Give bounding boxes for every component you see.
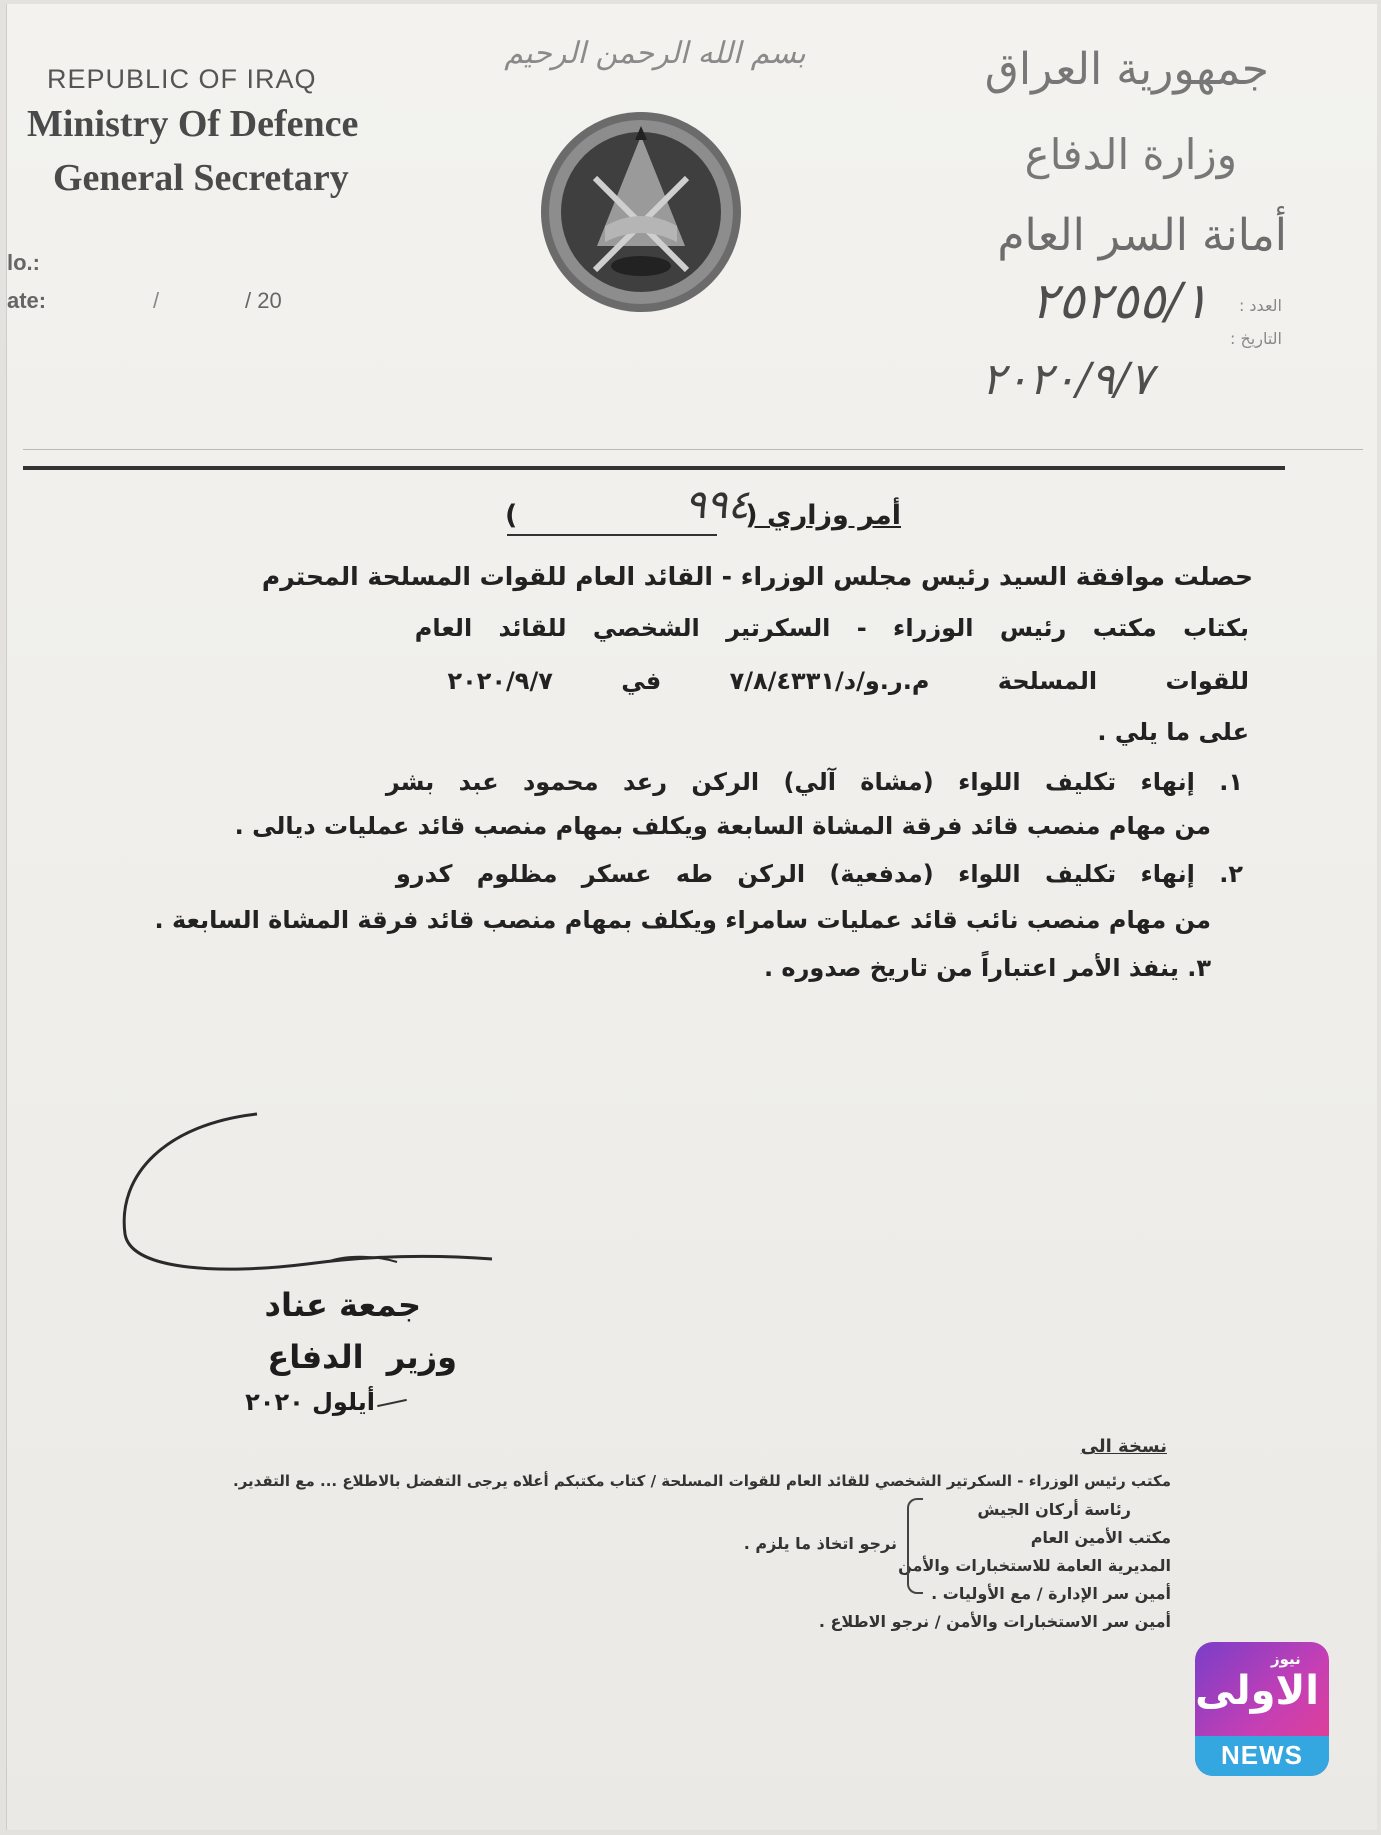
header-en-date-sep2: / 20 — [245, 288, 282, 313]
basmala: بسم الله الرحمن الرحيم — [504, 36, 806, 71]
order-item-2-line-2: من مهام منصب نائب قائد عمليات سامراء ويكلف بمهام منصب قائد فرقة المشاة السابعة . — [154, 906, 1211, 934]
header-ar-date-value: ٢٠٢٠/٩/٧ — [981, 354, 1153, 405]
header-ar-secretariat: أمانة السر العام — [997, 210, 1287, 261]
copies-brace — [907, 1498, 923, 1594]
logo-brand-small: نيوز — [1271, 1650, 1301, 1668]
order-item-1-line-1: ١. إنهاء تكليف اللواء (مشاة آلي) الركن رعد محمود عبد بشر — [385, 768, 1243, 796]
signatory-name: جمعة عناد — [264, 1286, 421, 1324]
handwritten-signature — [107, 1104, 507, 1284]
order-number-underline — [507, 534, 717, 536]
copy-recipient-4: المديرية العامة للاستخبارات والأمن — [898, 1556, 1171, 1575]
copies-heading: نسخة الى — [1080, 1436, 1167, 1457]
header-ar-number-value: ٢٥٢٥٥/١ — [1031, 272, 1209, 330]
signatory-title: وزير الدفاع — [267, 1338, 457, 1376]
body-paragraph-1: حصلت موافقة السيد رئيس مجلس الوزراء - القائد العام للقوات المسلحة المحترم — [261, 562, 1253, 591]
copy-group-note: نرجو اتخاذ ما يلزم . — [743, 1534, 897, 1553]
copy-recipient-1: مكتب رئيس الوزراء - السكرتير الشخصي للقائد العام للقوات المسلحة / كتاب مكتبكم أعلاه يرجى التفضل بالاطلاع ... مع التقدير. — [233, 1472, 1171, 1490]
ministry-emblem — [535, 106, 747, 318]
document-page — [6, 4, 1377, 1830]
header-en-secretary: General Secretary — [53, 157, 349, 199]
order-item-1-line-2: من مهام منصب قائد فرقة المشاة السابعة ويكلف بمهام منصب قائد عمليات ديالى . — [234, 812, 1211, 840]
signature-date: أيلول ٢٠٢٠ — [245, 1388, 375, 1416]
news-logo-watermark — [1195, 1642, 1329, 1776]
top-divider-thin — [23, 449, 1363, 450]
order-item-3: ٣. ينفذ الأمر اعتباراً من تاريخ صدوره . — [763, 954, 1211, 982]
body-paragraph-4: على ما يلي . — [1097, 718, 1249, 746]
header-divider — [23, 466, 1285, 470]
order-title: أمر وزاري ( — [745, 500, 901, 531]
signature-date-day-dash — [377, 1399, 407, 1407]
header-en-date-sep1: / — [153, 288, 160, 313]
copy-recipient-2: رئاسة أركان الجيش — [977, 1500, 1131, 1519]
body-paragraph-3: للقوات المسلحة م.ر.و/د/٧/٨/٤٣٣١ في ٢٠٢٠/٩/٧ — [447, 667, 1249, 695]
logo-news-label: NEWS — [1221, 1740, 1303, 1770]
header-en-date-label: ate: — [7, 288, 47, 313]
order-close-paren: ) — [505, 500, 518, 531]
order-number: ٩٩٤ — [684, 482, 749, 528]
header-ar-number-label: العدد : — [1238, 296, 1282, 315]
header-en-republic: REPUBLIC OF IRAQ — [47, 64, 317, 94]
header-ar-date-label: التاريخ : — [1229, 329, 1282, 348]
header-ar-ministry: وزارة الدفاع — [1024, 130, 1237, 179]
header-en-ministry: Ministry Of Defence — [27, 103, 359, 145]
order-item-2-line-1: ٢. إنهاء تكليف اللواء (مدفعية) الركن طه عسكر مظلوم كدرو — [395, 860, 1243, 888]
copy-recipient-3: مكتب الأمين العام — [1030, 1528, 1171, 1547]
body-paragraph-2: بكتاب مكتب رئيس الوزراء - السكرتير الشخصي للقائد العام — [414, 614, 1249, 642]
header-en-no-label: lo.: — [7, 250, 40, 275]
header-ar-republic: جمهورية العراق — [984, 44, 1269, 95]
copy-recipient-5: أمين سر الإدارة / مع الأوليات . — [931, 1584, 1171, 1603]
logo-brand-arabic: الاولى — [1195, 1668, 1319, 1714]
copy-recipient-6: أمين سر الاستخبارات والأمن / نرجو الاطلاع . — [818, 1612, 1171, 1631]
